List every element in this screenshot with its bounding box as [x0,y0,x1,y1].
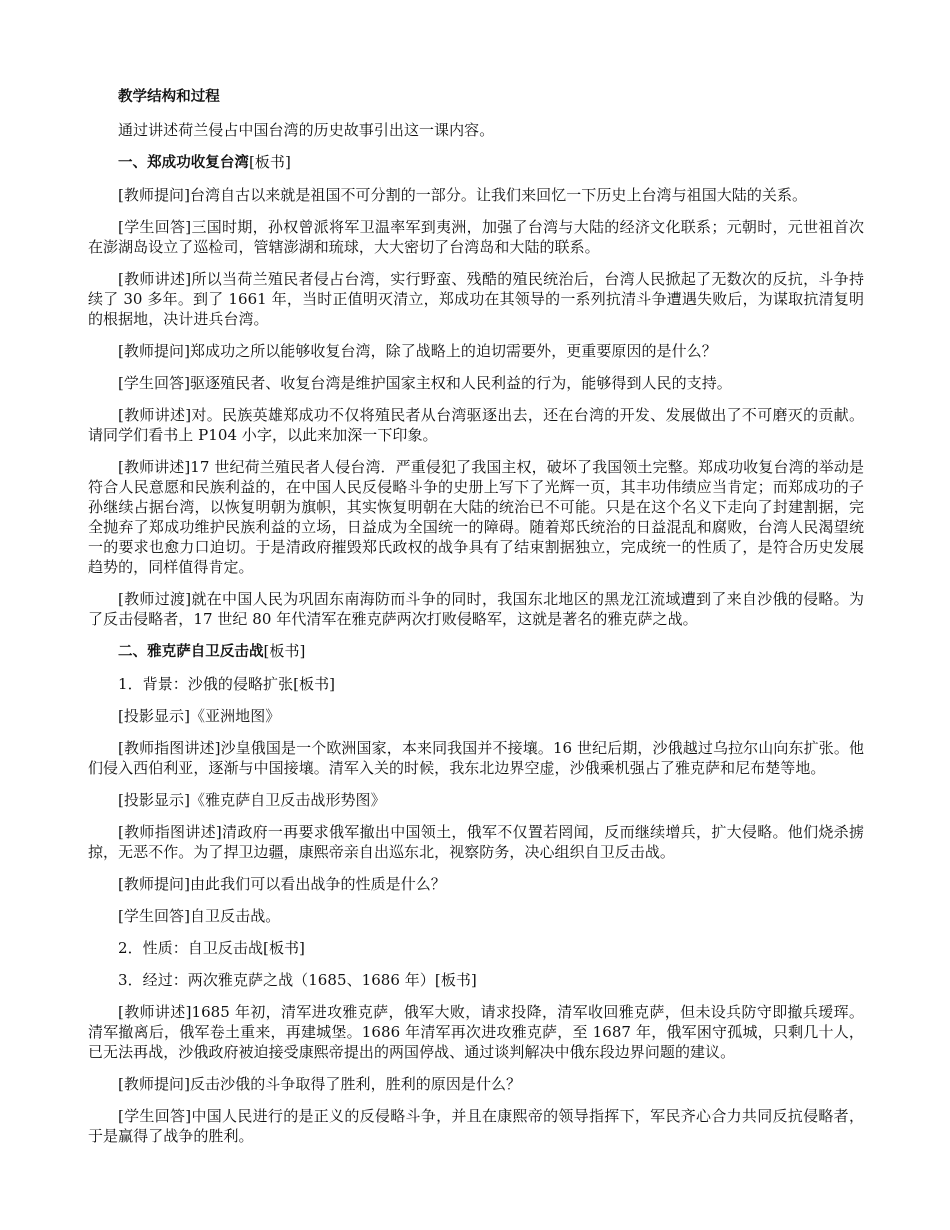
intro-paragraph: 通过讲述荷兰侵占中国台湾的历史故事引出这一课内容。 [118,121,495,139]
paragraph: 2．性质：自卫反击战[板书] [118,939,305,957]
paragraph: [教师提问]反击沙俄的斗争取得了胜利，胜利的原因是什么？ [118,1075,522,1093]
paragraph: [教师指图讲述]沙皇俄国是一个欧洲国家，本来同我国并不接壤。16 世纪后期，沙俄越过乌拉尔山向东扩张。他们侵入西伯利亚，逐渐与中国接壤。清军入关的时候，我东北边界空虚，沙俄乘机强占了雅克萨和尼布楚等地。 [88,739,864,777]
paragraph: [教师提问]郑成功之所以能够收复台湾，除了战略上的迫切需要外，更重要原因的是什么？ [118,342,717,360]
paragraph: [学生回答]驱逐殖民者、收复台湾是维护国家主权和人民利益的行为，能够得到人民的支持。 [118,374,732,392]
paragraph: [教师讲述]1685 年初，清军进攻雅克萨，俄军大败，请求投降，清军收回雅克萨，但未设兵防守即撤兵瑷珲。清军撤离后，俄军卷土重来，再建城堡。1686 年清军再次进攻雅克萨，至 1687 年，俄军困守孤城，只剩几十人，已无法再战，沙俄政府被迫接受康熙帝提出的两国停战、通过谈判解决中俄东段边界问题的建议。 [88,1003,864,1061]
paragraph: 1．背景：沙俄的侵略扩张[板书] [118,675,336,693]
paragraph: [学生回答]三国时期，孙权曾派将军卫温率军到夷洲，加强了台湾与大陆的经济文化联系；元朝时，元世祖首次在澎湖岛设立了巡检司，管辖澎湖和琉球，大大密切了台湾岛和大陆的联系。 [88,218,864,256]
board-tag: [板书] [263,642,306,660]
heading-text: 二、雅克萨自卫反击战 [118,644,264,660]
paragraph: [教师讲述]所以当荷兰殖民者侵占台湾，实行野蛮、残酷的殖民统治后，台湾人民掀起了无数次的反抗，斗争持续了 30 多年。到了 1661 年，当时正值明灭清立，郑成功在其领导的一系列抗清斗争遭遇失败后，为谋取抗清复明的根据地，决计进兵台湾。 [88,270,864,328]
paragraph: [教师过渡]就在中国人民为巩固东南海防而斗争的同时，我国东北地区的黑龙江流域遭到了来自沙俄的侵略。为了反击侵略者，17 世纪 80 年代清军在雅克萨两次打败侵略军，这就是著名的雅克萨之战。 [88,590,864,628]
heading-section-2 [88,641,864,662]
section-title [88,86,864,107]
paragraph: [教师讲述]对。民族英雄郑成功不仅将殖民者从台湾驱逐出去，还在台湾的开发、发展做出了不可磨灭的贡献。请同学们看书上 P104 小字，以此来加深一下印象。 [88,406,864,444]
heading-section-1 [88,152,864,173]
document-page [88,86,864,1158]
paragraph: [教师提问]台湾自古以来就是祖国不可分割的一部分。让我们来回忆一下历史上台湾与祖国大陆的关系。 [118,186,808,204]
title-text: 教学结构和过程 [118,89,220,105]
paragraph: [教师提问]由此我们可以看出战争的性质是什么？ [118,875,446,893]
paragraph: [教师讲述]17 世纪荷兰殖民者人侵台湾．严重侵犯了我国主权，破坏了我国领土完整。郑成功收复台湾的举动是符合人民意愿和民族利益的，在中国人民反侵略斗争的史册上写下了光辉一页，其丰功伟绩应当肯定；而郑成功的子孙继续占据台湾，以恢复明朝为旗帜，其实恢复明朝在大陆的统治已不可能。只是在这个名义下走向了封建割据，完全抛弃了郑成功维护民族利益的立场，日益成为全国统一的障碍。随着郑氏统治的日益混乱和腐败，台湾人民渴望统一的要求也愈力口迫切。于是清政府摧毁郑氏政权的战争具有了结束割据独立，完成统一的性质了，是符合历史发展趋势的，同样值得肯定。 [88,458,864,576]
paragraph: [投影显示]《雅克萨自卫反击战形势图》 [118,791,386,809]
paragraph: [学生回答]中国人民进行的是正义的反侵略斗争，并且在康熙帝的领导指挥下，军民齐心合力共同反抗侵略者，于是赢得了战争的胜利。 [88,1107,864,1145]
paragraph: 3．经过：两次雅克萨之战（1685、1686 年）[板书] [118,971,477,989]
board-tag: [板书] [248,153,291,171]
paragraph: [投影显示]《亚洲地图》 [118,707,281,725]
paragraph: [学生回答]自卫反击战。 [118,907,281,925]
heading-text: 一、郑成功收复台湾 [118,155,249,171]
paragraph: [教师指图讲述]清政府一再要求俄军撤出中国领土，俄军不仅置若罔闻，反而继续增兵，扩大侵略。他们烧杀掳掠，无恶不作。为了捍卫边疆，康熙帝亲自出巡东北，视察防务，决心组织自卫反击战。 [88,823,864,861]
